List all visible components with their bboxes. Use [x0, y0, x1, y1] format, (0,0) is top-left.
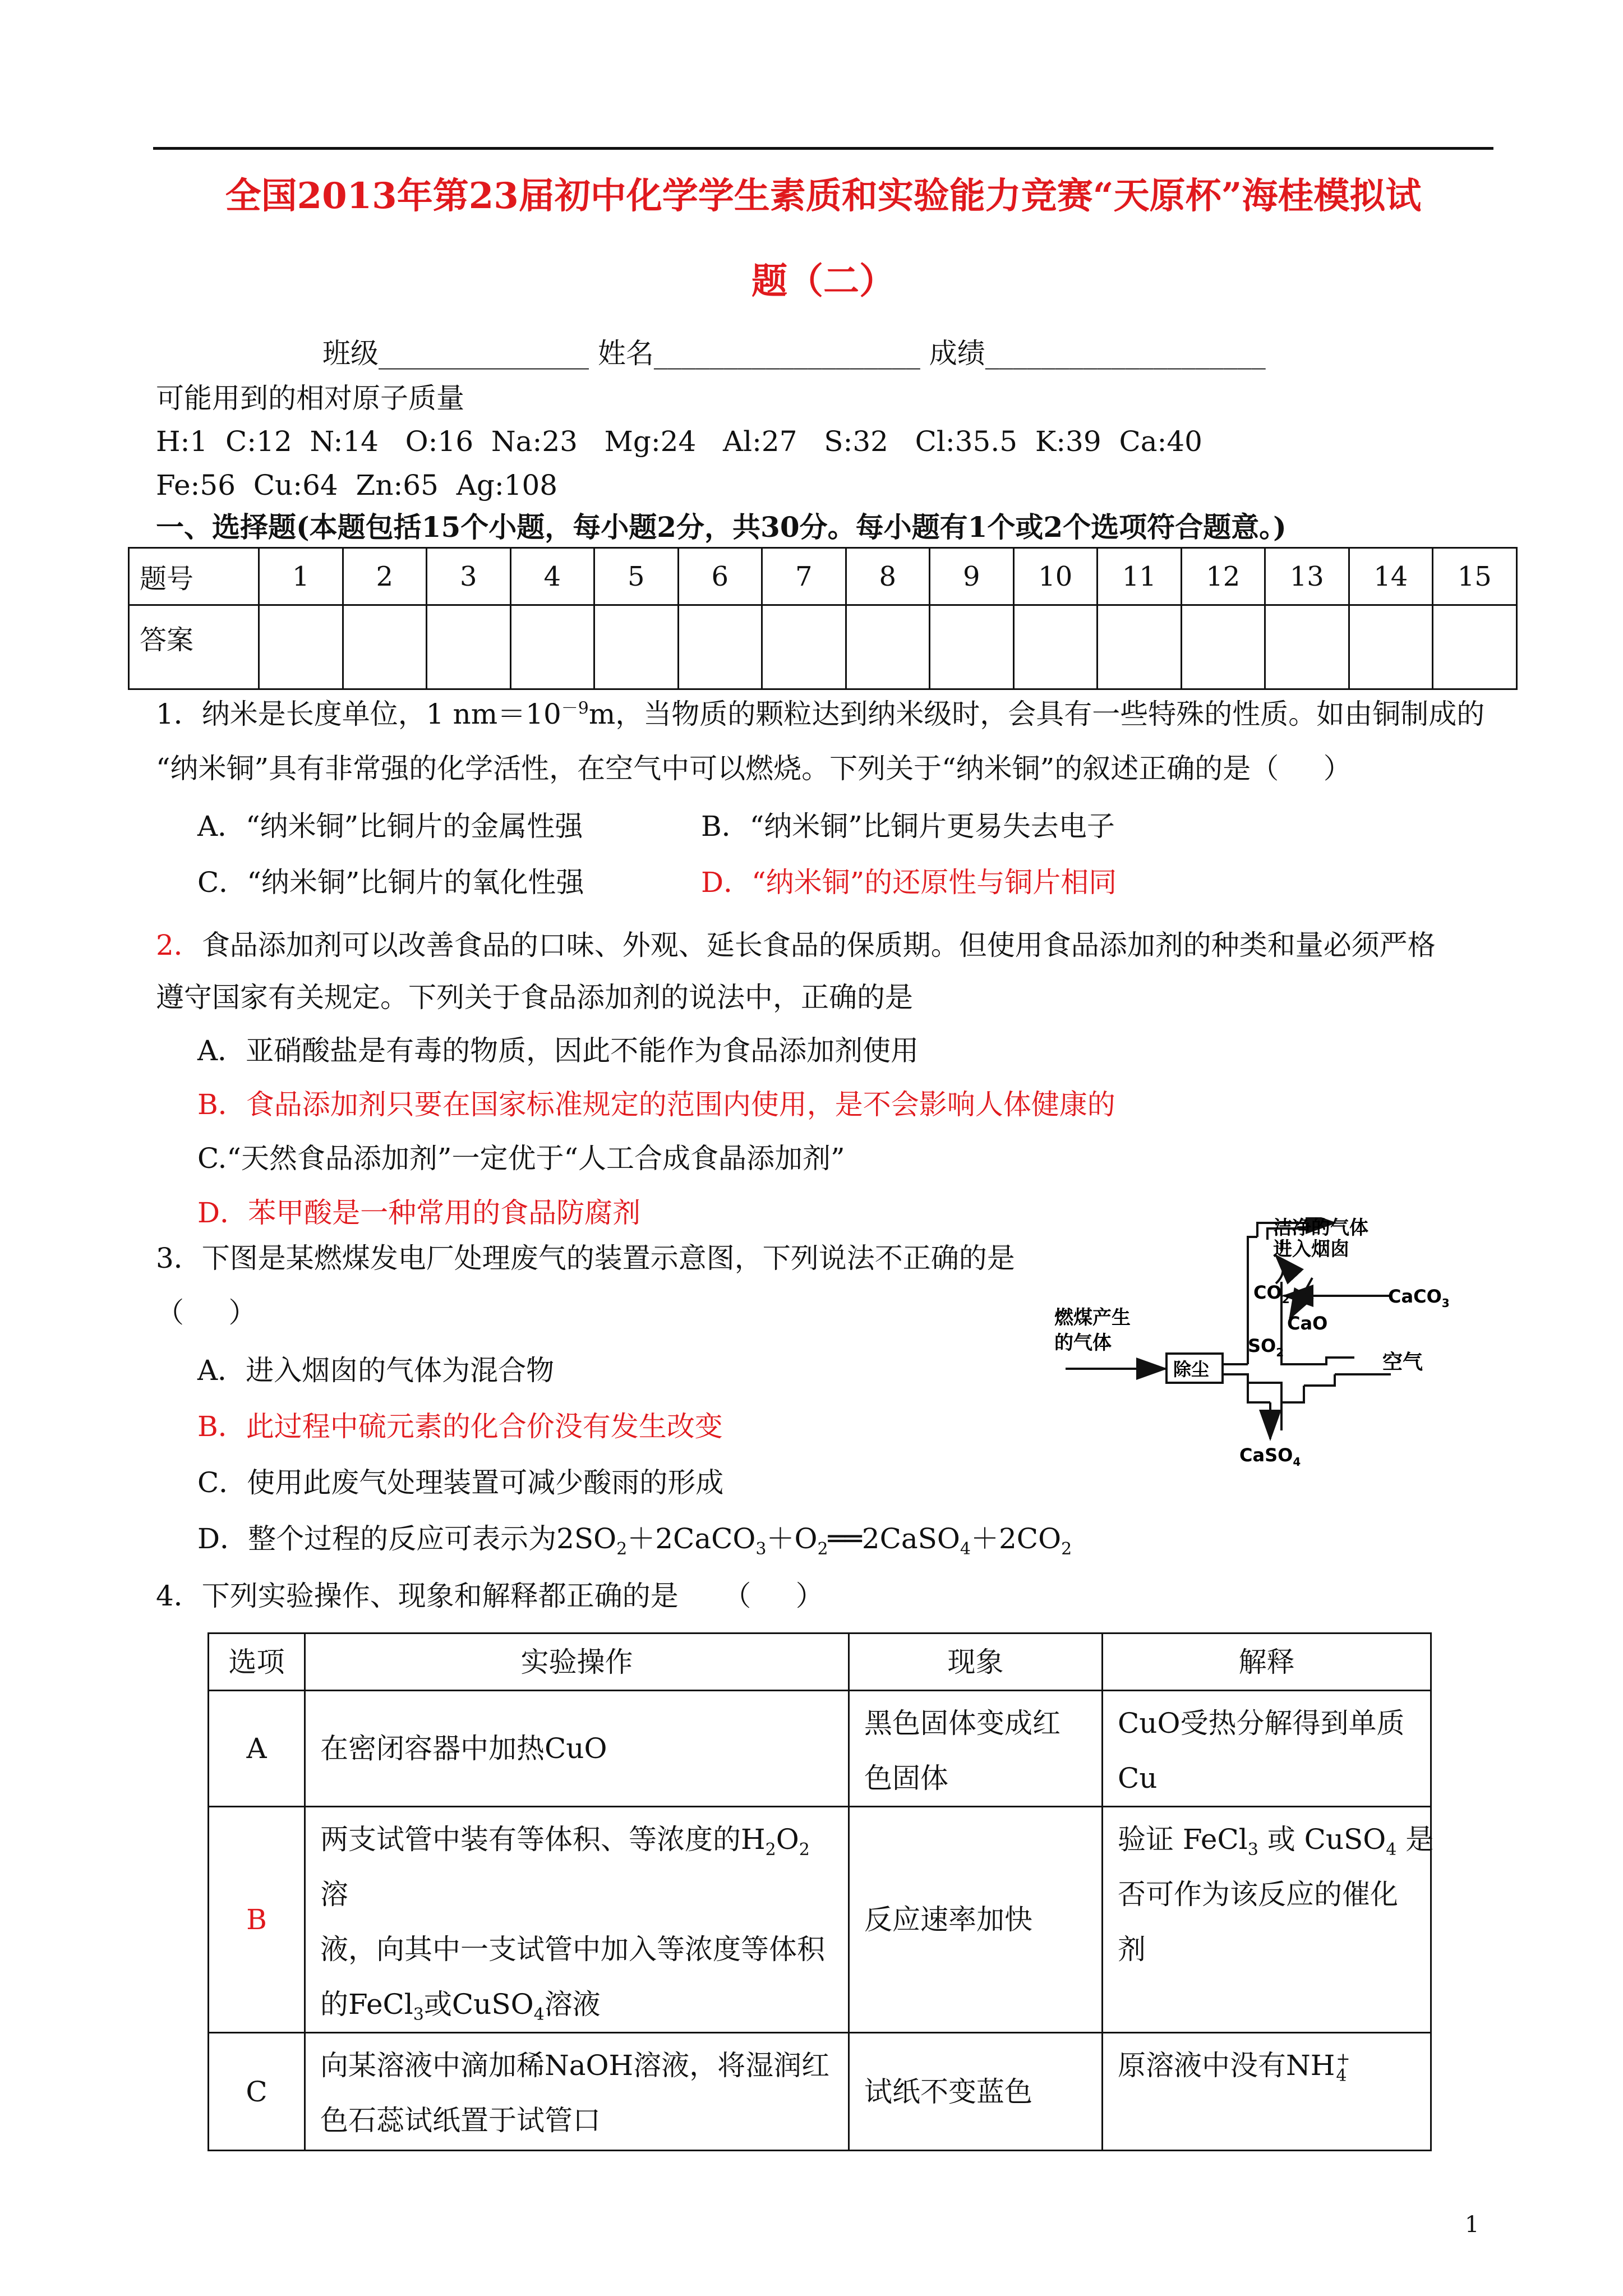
answer-grid-number: 9 — [930, 548, 1014, 605]
diagram-so2-sub: 2 — [1276, 1346, 1284, 1359]
answer-cell[interactable] — [343, 605, 427, 689]
q4-b-op-part: 溶液 — [544, 1988, 601, 2021]
answer-cell[interactable] — [594, 605, 679, 689]
answer-grid-number: 5 — [594, 548, 679, 605]
answer-grid-number: 1 — [259, 548, 343, 605]
q3-stem-line1: 3．下图是某燃煤发电厂处理废气的装置示意图，下列说法不正确的是 — [156, 1242, 1015, 1274]
q4-row-c-op-l2: 色石蕊试纸置于试管口 — [320, 2104, 601, 2137]
q4-row-a-ex-l1: CuO受热分解得到单质 — [1118, 1707, 1405, 1740]
q3-d-part: D．整个过程的反应可表示为2SO — [197, 1522, 617, 1555]
q4-b-op-sub: 3 — [413, 2005, 424, 2024]
answer-cell[interactable] — [1349, 605, 1433, 689]
atomic-mass-line2: Fe:56 Cu:64 Zn:65 Ag:108 — [156, 469, 558, 501]
q4-row-a-option: A — [209, 1691, 305, 1807]
answer-cell[interactable] — [259, 605, 343, 689]
diagram-caso4 — [1239, 1444, 1301, 1469]
q4-header-row — [209, 1634, 1431, 1691]
diagram-co2-sub: 2 — [1281, 1292, 1290, 1306]
q4-row-b — [209, 1807, 1431, 2033]
q3-d-sub: 2 — [1061, 1539, 1072, 1559]
q1-stem-line1 — [156, 700, 1484, 728]
q4-header-explanation: 解释 — [1103, 1634, 1431, 1691]
q2-option-d-answer: D．苯甲酸是一种常用的食品防腐剂 — [197, 1197, 641, 1229]
q4-row-b-option-answer: B — [209, 1807, 305, 2033]
answer-cell[interactable] — [846, 605, 930, 689]
answer-grid-number: 8 — [846, 548, 930, 605]
q4-c-ex-ion — [1336, 2051, 1350, 2085]
q3-d-sub: 3 — [755, 1539, 767, 1559]
q1-option-b: B．“纳米铜”比铜片更易失去电子 — [701, 810, 1115, 843]
diagram-clean-gas-l2: 进入烟囱 — [1273, 1238, 1349, 1260]
top-rule — [153, 147, 1493, 150]
q3-option-a: A．进入烟囱的气体为混合物 — [197, 1354, 555, 1387]
q4-row-c-op-l1: 向某溶液中滴加稀NaOH溶液，将湿润红 — [320, 2049, 830, 2082]
answer-grid-row2-label: 答案 — [129, 605, 259, 689]
q4-row-b-op-l3 — [320, 1977, 833, 2032]
q4-row-b-ex-l1 — [1118, 1812, 1434, 1867]
q4-row-c-operation — [305, 2033, 849, 2151]
answer-cell[interactable] — [678, 605, 762, 689]
q1-option-c: C．“纳米铜”比铜片的氧化性强 — [197, 866, 584, 899]
q1-exponent: －9 — [561, 698, 589, 719]
air-duct — [1304, 1374, 1335, 1386]
answer-grid-number-row — [129, 548, 1517, 605]
answer-grid-number: 3 — [427, 548, 511, 605]
answer-cell[interactable] — [762, 605, 846, 689]
answer-grid-number: 12 — [1181, 548, 1265, 605]
answer-grid-number: 10 — [1013, 548, 1098, 605]
q4-b-ex-part: 验证 FeCl — [1118, 1823, 1248, 1856]
q4-c-ex-part: 原溶液中没有NH — [1118, 2049, 1335, 2082]
diagram-cao: CaO — [1287, 1313, 1328, 1334]
q4-b-op-part: 两支试管中装有等体积、等浓度的H — [320, 1823, 766, 1856]
q3-d-sub: 4 — [960, 1539, 971, 1559]
diagram-caso4-main: CaSO — [1239, 1444, 1293, 1466]
q4-c-ex-sub: 4 — [1336, 2066, 1347, 2086]
diagram-dust-label: 除尘 — [1173, 1359, 1210, 1380]
q4-b-ex-sub: 4 — [1386, 1840, 1397, 1860]
answer-cell[interactable] — [1013, 605, 1098, 689]
answer-cell[interactable] — [1181, 605, 1265, 689]
q4-row-b-ex-l3: 剂 — [1118, 1933, 1146, 1966]
q4-header-option: 选项 — [209, 1634, 305, 1691]
q4-c-ex-sup: + — [1336, 2049, 1350, 2069]
q4-row-c-phenomenon: 试纸不变蓝色 — [849, 2033, 1103, 2151]
answer-grid-number: 2 — [343, 548, 427, 605]
q4-header-operation: 实验操作 — [305, 1634, 849, 1691]
diagram-co2 — [1253, 1282, 1290, 1306]
q3-d-part: ＋2CO — [971, 1522, 1062, 1555]
bottom-chamber — [1248, 1383, 1304, 1402]
q1-option-a: A．“纳米铜”比铜片的金属性强 — [197, 810, 583, 843]
q4-row-c — [209, 2033, 1431, 2151]
page-title-line2: 题（二） — [751, 260, 895, 302]
q4-b-op-sub: 4 — [533, 2005, 545, 2024]
q4-row-c-option: C — [209, 2033, 305, 2151]
q4-row-a-ph-l2: 色固体 — [864, 1762, 948, 1795]
info-line: 班级_______________ 姓名___________________ 成绩____________________ — [322, 337, 1266, 370]
answer-grid-answer-row — [129, 605, 1517, 689]
diagram-so2-main: SO — [1248, 1335, 1276, 1356]
q2-stem-line2: 遵守国家有关规定。下列关于食品添加剂的说法中，正确的是 — [156, 981, 913, 1014]
q4-b-op-part: 溶 — [320, 1878, 348, 1911]
answer-cell[interactable] — [930, 605, 1014, 689]
bottom-chamber — [1248, 1383, 1270, 1402]
q2-stem-l1: 食品添加剂可以改善食品的口味、外观、延长食品的保质期。但使用食品添加剂的种类和量必须严格 — [201, 929, 1436, 961]
q4-stem: 4．下列实验操作、现象和解释都正确的是 （ ） — [156, 1580, 824, 1612]
q4-row-b-explanation — [1103, 1807, 1434, 2033]
duct-line — [1223, 1374, 1248, 1383]
diagram-caco3-sub: 3 — [1441, 1296, 1450, 1310]
q4-b-op-sub: 2 — [765, 1840, 776, 1860]
q4-row-b-phenomenon: 反应速率加快 — [849, 1807, 1103, 2033]
q4-b-ex-part: 或 CuSO — [1258, 1823, 1386, 1856]
q4-row-a-explanation — [1103, 1691, 1431, 1807]
diagram-caco3-main: CaCO — [1388, 1286, 1442, 1307]
q4-b-op-part: 或CuSO — [423, 1988, 534, 2021]
q1-stem-l1-a: 1．纳米是长度单位，1 nm＝10 — [156, 698, 561, 730]
answer-cell[interactable] — [1265, 605, 1349, 689]
q4-row-a-operation: 在密闭容器中加热CuO — [305, 1691, 849, 1807]
q2-number: 2． — [156, 929, 202, 961]
q4-b-ex-part: 是 — [1396, 1823, 1434, 1856]
answer-cell[interactable] — [510, 605, 594, 689]
answer-grid-number: 15 — [1433, 548, 1517, 605]
q3-option-c: C．使用此废气处理装置可减少酸雨的形成 — [197, 1466, 724, 1499]
q4-row-a-ex-l2: Cu — [1118, 1762, 1158, 1795]
page-title-line1: 全国2013年第23届初中化学学生素质和实验能力竞赛“天原杯”海桂模拟试 — [225, 175, 1422, 217]
q3-d-part: ＋O — [766, 1522, 818, 1555]
answer-grid-number: 4 — [510, 548, 594, 605]
answer-cell[interactable] — [1098, 605, 1182, 689]
q4-b-op-part: 的FeCl — [320, 1988, 413, 2021]
q4-row-b-op-l2: 液，向其中一支试管中加入等浓度等体积 — [320, 1933, 825, 1966]
diagram-caso4-sub: 4 — [1293, 1455, 1301, 1469]
q3-d-part: ══2CaSO — [828, 1522, 960, 1555]
q4-row-a-ph-l1: 黑色固体变成红 — [864, 1707, 1061, 1740]
q3-option-d — [197, 1522, 1072, 1559]
q2-option-a: A．亚硝酸盐是有毒的物质，因此不能作为食品添加剂使用 — [197, 1034, 919, 1067]
answer-grid-number: 11 — [1098, 548, 1182, 605]
answer-cell[interactable] — [427, 605, 511, 689]
q4-b-op-part: O — [776, 1823, 799, 1856]
q3-d-part: ＋2CaCO — [627, 1522, 756, 1555]
q2-option-c: C.“天然食品添加剂”一定优于“人工合成食晶添加剂” — [197, 1142, 845, 1175]
page-number: 1 — [1465, 2212, 1479, 2238]
q3-option-b-answer: B．此过程中硫元素的化合价没有发生改变 — [197, 1410, 723, 1443]
atomic-mass-line1: H:1 C:12 N:14 O:16 Na:23 Mg:24 Al:27 S:32 Cl:35.5 K:39 Ca:40 — [156, 425, 1202, 458]
q3-d-sub: 2 — [616, 1539, 628, 1559]
diagram-air: 空气 — [1382, 1351, 1423, 1374]
q2-stem-line1 — [156, 931, 1436, 959]
q4-row-b-op-l1 — [320, 1812, 833, 1922]
q3-d-sub: 2 — [817, 1539, 828, 1559]
q4-row-a-phenomenon — [849, 1691, 1103, 1807]
answer-grid-number: 14 — [1349, 548, 1433, 605]
q1-stem-l1-b: m，当物质的颗粒达到纳米级时，会具有一些特殊的性质。如由铜制成的 — [588, 698, 1485, 730]
q1-stem-line2: “纳米铜”具有非常强的化学活性，在空气中可以燃烧。下列关于“纳米铜”的叙述正确的是（ ） — [156, 752, 1352, 785]
q4-b-op-sub: 2 — [799, 1840, 810, 1860]
q3-stem-line2: （ ） — [156, 1296, 257, 1329]
answer-grid-number: 13 — [1265, 548, 1349, 605]
q4-row-c-explanation — [1103, 2033, 1431, 2151]
answer-grid-row1-label: 题号 — [129, 548, 259, 605]
diagram-caco3 — [1388, 1286, 1450, 1310]
diagram-coal-gas-l2: 的气体 — [1054, 1332, 1112, 1354]
answer-grid — [128, 547, 1518, 690]
q4-header-phenomenon: 现象 — [849, 1634, 1103, 1691]
q4-row-b-operation — [305, 1807, 849, 2033]
diagram-coal-gas-l1: 燃煤产生 — [1054, 1306, 1131, 1329]
q4-row-b-ex-l2: 否可作为该反应的催化 — [1118, 1878, 1398, 1911]
q1-option-d-answer: D．“纳米铜”的还原性与铜片相同 — [701, 866, 1117, 899]
answer-grid-number: 6 — [678, 548, 762, 605]
flue-gas-diagram — [1054, 1217, 1469, 1481]
atomic-mass-label: 可能用到的相对原子质量 — [156, 382, 464, 415]
answer-cell[interactable] — [1433, 605, 1517, 689]
diagram-clean-gas-l1: 洁净的气体 — [1273, 1217, 1368, 1239]
q4-b-ex-sub: 3 — [1247, 1840, 1258, 1860]
q4-row-a — [209, 1691, 1431, 1807]
answer-grid-number: 7 — [762, 548, 846, 605]
section1-heading: 一、选择题(本题包括15个小题，每小题2分，共30分。每小题有1个或2个选项符合题意。) — [156, 510, 1287, 544]
q2-option-b-answer: B．食品添加剂只要在国家标准规定的范围内使用，是不会影响人体健康的 — [197, 1088, 1115, 1121]
q4-table — [208, 1632, 1432, 2151]
diagram-co2-main: CO — [1253, 1282, 1282, 1303]
diagram-so2 — [1248, 1335, 1284, 1359]
